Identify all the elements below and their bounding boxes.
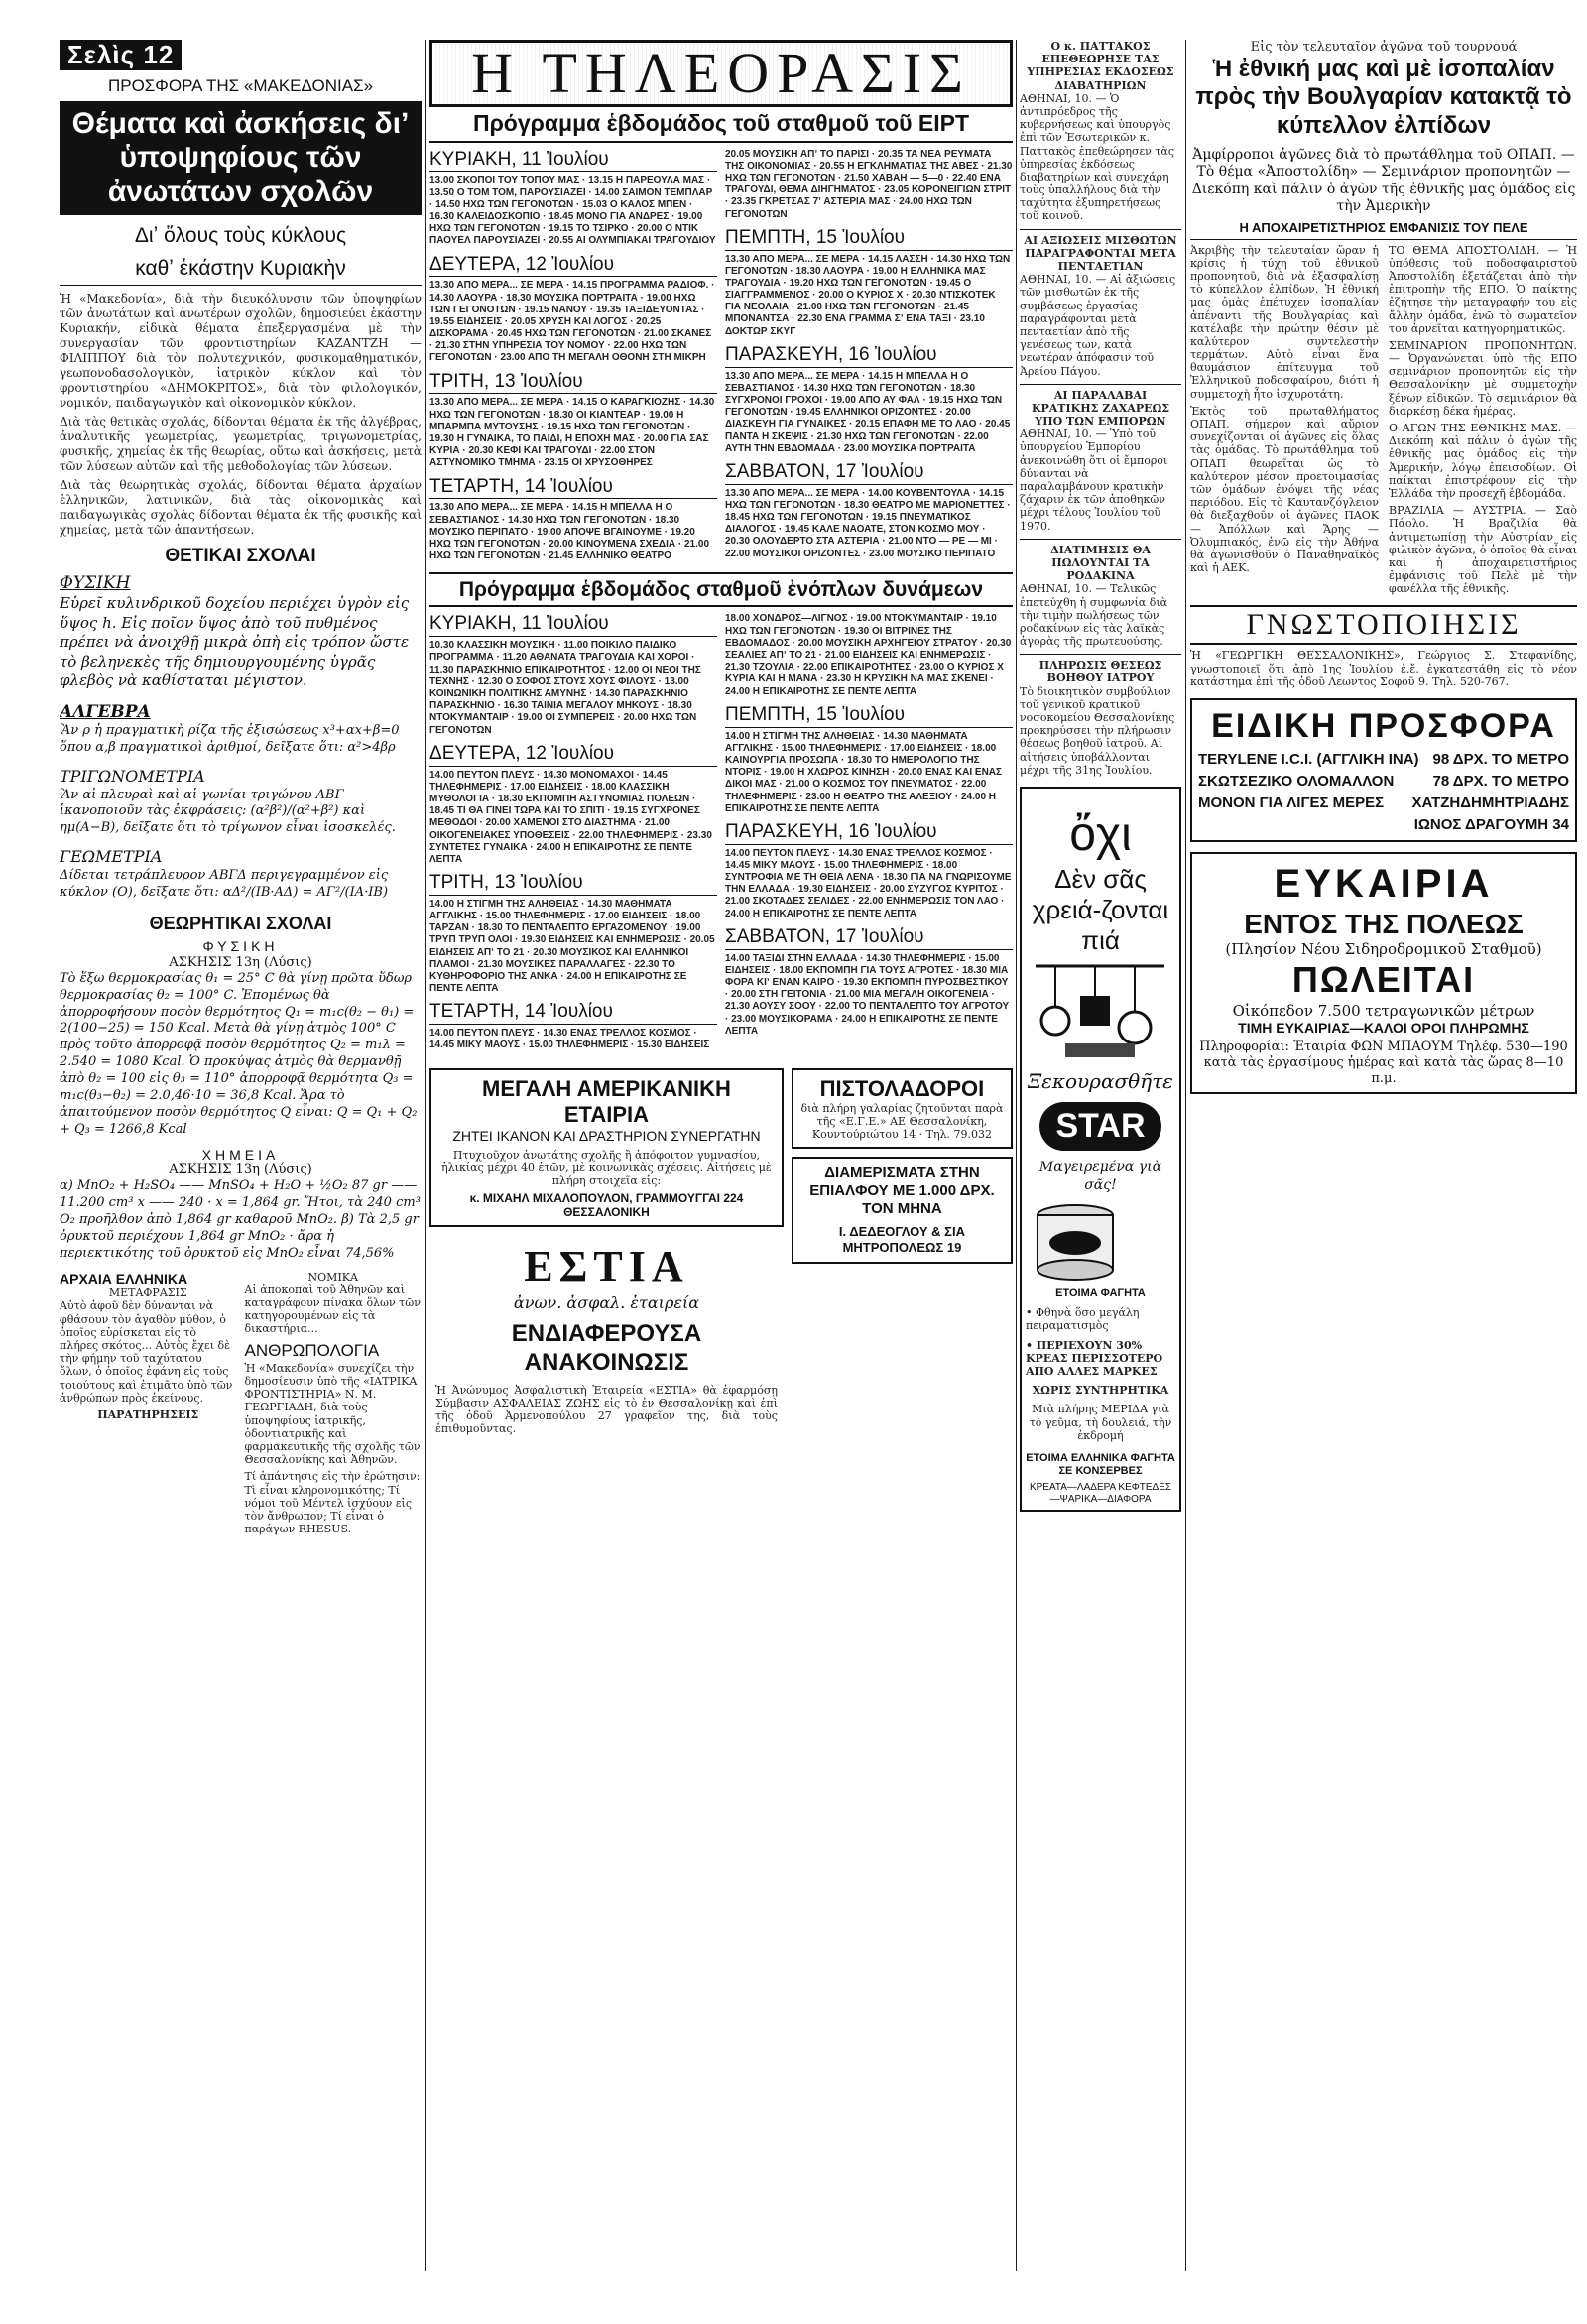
program-list: 13.30 ΑΠΟ ΜΕΡΑ... ΣΕ ΜΕΡΑ · 14.15 Η ΜΠΕΛΛΑ Η Ο ΣΕΒΑΣΤΙΑΝΟΣ · 14.30 ΗΧΩ ΤΩΝ ΓΕΓΟΝΟΤΩΝ · 18.30 ΜΟΥΣΙΚΟ ΠΕΡΙΠΑΤΟ · 19.00 ΑΠΟΨΕ ΒΓΑΙΝΟΥΜΕ · 19.20 ΗΧΩ ΤΩΝ ΓΕΓΟΝΟΤΩΝ · 20.00 ΚΙΝΟΥΜΕΝΑ ΣΧΕΔΙΑ · 21.00 ΗΧΩ ΤΩΝ ΓΕΓΟΝΟΤΩΝ · 21.45 ΕΛΛΗΝΙΚΟ ΘΕΑΤΡΟ [429, 502, 710, 562]
program-list: 13.30 ΑΠΟ ΜΕΡΑ... ΣΕ ΜΕΡΑ · 14.15 ΠΡΟΓΡΑΜΜΑ ΡΑΔΙΟΦ. · 14.30 ΛΑΟΥΡΑ · 18.30 ΜΟΥΣΙΚΑ ΠΟΡΤΡΑΙΤΑ · 19.00 ΗΧΩ ΤΩΝ ΓΕΓΟΝΟΤΩΝ · 19.15 ΝΑΝΟΥ · 19.35 ΤΑΞΙΔΕΥΟΝΤΑΣ · 19.55 ΕΙΔΗΣΕΙΣ · 20.05 ΧΡΥΣΗ ΚΑΙ ΛΟΓΟΣ · 20.25 ΔΙΣΚΟΡΑΜΑ · 20.45 ΗΧΩ ΤΩΝ ΓΕΓΟΝΟΤΩΝ · 21.00 ΣΚΑΝΕΣ · 21.30 ΣΤΗΝ ΥΠΗΡΕΣΙΑ ΤΟΥ ΝΟΜΟΥ · 22.00 ΗΧΩ ΤΩΝ ΓΕΓΟΝΟΤΩΝ · 23.00 ΑΠΟ ΤΗ ΜΕΓΑΛΗ ΟΘΟΝΗ ΣΤΗ ΜΙΚΡΗ [429, 280, 715, 364]
oxi-headline: ὄχι [1069, 807, 1132, 861]
program-list: 20.05 ΜΟΥΣΙΚΗ ΑΠʼ ΤΟ ΠΑΡΙΣΙ · 20.35 ΤΑ ΝΕΑ ΡΕΥΜΑΤΑ ΤΗΣ ΟΙΚΟΝΟΜΙΑΣ · 20.55 Η ΕΓΚΛΗΜΑΤΙΑΣ ΤΗΣ ΑΒΕΣ · 21.30 ΗΧΩ ΤΩΝ ΓΕΓΟΝΟΤΩΝ · 21.50 ΧΑΒΑΗ — 5—0 · 22.40 ΕΝΑ ΤΡΑΓΟΥΔΙ, ΘΕΜΑ ΔΙΗΓΗΜΑΤΟΣ · 23.05 ΚΟΡΟΝΕΙΓΙΩΝ ΣΤΡΙΤ · 23.35 ΓΚΡΕΤΣΑΣ 7ʼ ΑΣΤΕΡΙΑ ΜΑΣ · 24.00 ΗΧΩ ΤΩΝ ΓΕΓΟΝΟΤΩΝ [725, 148, 1013, 220]
star-ad [1020, 787, 1181, 1512]
day-heading: ΤΕΤΑΡΤΗ, 14 Ἰουλίου [429, 1001, 717, 1025]
day-heading: ΤΕΤΑΡΤΗ, 14 Ἰουλίου [429, 476, 717, 500]
program-list: 14.00 ΠΕΥΤΟΝ ΠΛΕΥΣ · 14.30 ΕΝΑΣ ΤΡΕΛΛΟΣ ΚΟΣΜΟΣ · 14.45 ΜΙΚΥ ΜΑΟΥΣ · 15.00 ΤΗΛΕΦΗΜΕΡΙΣ · 18.00 ΣΥΝΤΡΟΦΙΑ ΜΕ ΤΗ ΘΕΙΑ ΛΕΝΑ · 18.30 ΓΙΑ ΝΑ ΓΝΩΡΙΣΟΥΜΕ ΤΗΝ ΕΛΛΑΔΑ · 19.30 ΕΙΔΗΣΕΙΣ · 20.00 ΣΥΖΥΓΟΣ ΚΥΡΙΤΟΣ · 21.00 ΣΚΟΤΑΔΕΣ ΣΕΛΙΔΕΣ · 22.00 ΕΝΗΜΕΡΩΣΙΣ ΤΟΝ ΛΑΟ · 24.00 Η ΕΠΙΚΑΙΡΟΤΗΣ ΣΕ ΠΕΝΤΕ ΛΕΠΤΑ [725, 847, 1012, 919]
opportunity-title: ΕΥΚΑΙΡΙΑ [1274, 861, 1494, 906]
cycles-subtitle: Διʼ ὅλους τοὺς κύκλους [134, 224, 347, 248]
program-list: 14.00 ΤΑΞΙΔΙ ΣΤΗΝ ΕΛΛΑΔΑ · 14.30 ΤΗΛΕΦΗΜΕΡΙΣ · 15.00 ΕΙΔΗΣΕΙΣ · 18.00 ΕΚΠΟΜΠΗ ΓΙΑ ΤΟΥΣ ΑΓΡΟΤΕΣ · 18.30 ΜΙΑ ΦΟΡΑ ΚΙʼ ΕΝΑΝ ΚΑΙΡΟ · 19.30 ΕΚΠΟΜΠΗ ΠΥΡΟΣΒΕΣΤΙΚΟΥ · 20.00 ΣΤΗ ΓΕΙΤΟΝΙΑ · 21.00 ΜΙΑ ΜΕΓΑΛΗ ΟΙΚΟΓΕΝΕΙΑ · 21.30 ΑΟΥΣΥ ΣΟΟΥ · 22.00 ΤΟ ΠΕΝΤΑΛΕΠΤΟ ΤΟΥ ΑΓΡΟΤΟΥ · 23.00 ΜΟΥΣΙΚΟΡΑΜΑ · 24.00 Η ΕΠΙΚΑΙΡΟΤΗΣ ΣΕ ΠΕΝΤΕ ΛΕΠΤΑ [725, 952, 1010, 1037]
sports-article [1190, 244, 1577, 596]
cooked-slogan: Μαγειρεμένα γιὰ σᾶς! [1038, 1160, 1162, 1194]
article-heading: ΔΙΑΤΙΜΗΣΙΣ ΘΑ ΠΩΛΟΥΝΤΑΙ ΤΑ ΡΟΔΑΚΙΝΑ [1020, 539, 1181, 583]
program-list: 14.00 Η ΣΤΙΓΜΗ ΤΗΣ ΑΛΗΘΕΙΑΣ · 14.30 ΜΑΘΗΜΑΤΑ ΑΓΓΛΙΚΗΣ · 15.00 ΤΗΛΕΦΗΜΕΡΙΣ · 17.00 ΕΙΔΗΣΕΙΣ · 18.00 ΚΑΙΝΟΥΡΓΙΑ ΠΡΟΣΩΠΑ · 18.30 ΤΟ ΗΜΕΡΟΛΟΓΙΟ ΤΗΣ ΝΤΟΡΙΣ · 19.00 Η ΧΛΩΡΟΣ ΚΙΝΗΣΗ · 20.00 ΕΝΑΣ ΚΑΙ ΕΝΑΣ ΔΙΚΟΙ ΜΑΣ · 21.00 Ο ΚΟΣΜΟΣ ΤΟΥ ΠΝΕΥΜΑΤΟΣ · 22.00 ΤΗΛΕΦΗΜΕΡΙΣ · 23.00 Η ΘΕΑΤΡΟ ΤΗΣ ΑΛΕΞΙΟΥ · 24.00 Η ΕΠΙΚΑΙΡΟΤΗΣ ΣΕ ΠΕΝΤΕ ΛΕΠΤΑ [725, 730, 1003, 814]
day-heading: ΔΕΥΤΕΡΑ, 12 Ἰουλίου [429, 743, 717, 767]
anthropology-heading: ΑΝΘΡΩΠΟΛΟΓΙΑ [244, 1341, 380, 1361]
article-text: ΑΘΗΝΑΙ, 10. — Ὁ ἀντιπρόεδρος τῆς κυβερνήσεως καὶ ὑπουργὸς ἐπὶ τῶν Ἐσωτερικῶν κ. Παττακὸς ἐπεθεώρησεν τὰς ὑπηρεσίας ἐκδόσεως διαβατηρίων καὶ συνεχάρη τοὺς ὑπαλλήλους διὰ τὴν ταχύτητα ἐξυπηρετήσεως τοῦ κοινοῦ. [1020, 91, 1175, 223]
article-paragraph: Ἐκτὸς τοῦ πρωταθλήματος ΟΠΑΠ, σήμερον καὶ αὔριον συνεχίζονται οἱ ἀγῶνες εἰς ὅλας τὰς ὁμάδας. Τὸ πρωτάθλημα τοῦ ΟΠΑΠ θεωρεῖται ὡς τὸ καλύτερον μέσον προετοιμασίας τῶν ὁμάδων ἐνόψει τῆς νέας περιόδου. Εἰς τὸ Καυτανζόγλειον θὰ διεξαχθοῦν οἱ ἀγῶνες ΠΑΟΚ — Ἀπόλλων καὶ Ἄρης — Ὀλυμπιακός, ἐνῶ εἰς τὴν Ἀθήνα θὰ ἀγωνισθοῦν ὁ Παναθηναϊκὸς καὶ ἡ ΑΕΚ. [1190, 404, 1379, 575]
column-rule [1185, 40, 1186, 2271]
article-text: ΑΘΗΝΑΙ, 10. — Ὑπὸ τοῦ ὑπουργείου Ἐμπορίου ἀνεκοινώθη ὅτι οἱ ἔμποροι δύνανται νὰ παραλαμβάνουν κρατικὴν ζάχαριν ἐκ τῶν ἀποθηκῶν μέχρι τέλους Ἰουλίου τοῦ 1970. [1020, 428, 1168, 533]
day-heading: ΠΕΜΠΤΗ, 15 Ἰουλίου [725, 704, 1013, 728]
offer-price: 98 ΔΡΧ. ΤΟ ΜΕΤΡΟ [1432, 750, 1569, 768]
hestia-subtitle: ἀνων. ἀσφαλ. ἑταιρεία [513, 1293, 700, 1313]
column-rule [425, 40, 426, 2271]
pistol-text: διὰ πλήρη γαλαρίας ζητοῦνται παρὰ τῆς «Ε.Γ.Ε.» ΑΕ Θεσσαλονίκη, Κουντούριώτου 14 · Τηλ. 79.032 [800, 1101, 1004, 1142]
day-heading: ΔΕΥΤΕΡΑ, 12 Ἰουλίου [429, 254, 717, 278]
translation-label: ΜΕΤΑΦΡΑΣΙΣ [108, 1286, 187, 1300]
positive-schools-heading: ΘΕΤΙΚΑΙ ΣΧΟΛΑΙ [165, 546, 316, 567]
column-rule [1016, 40, 1017, 2271]
tv-masthead: Η ΤΗΛΕΟΡΑΣΙΣ [429, 40, 1013, 107]
day-heading: ΤΡΙΤΗ, 13 Ἰουλίου [429, 371, 717, 395]
store-name: ΧΑΤΖΗΔΗΜΗΤΡΙΑΔΗΣ [1411, 794, 1569, 811]
article-paragraph: Ἀκριβὴς τὴν τελευταίαν ὥραν ἡ κρίσις ἡ τύχη τοῦ ἐθνικοῦ προπονητοῦ, διὰ νὰ ἐξασφαλίσῃ τὸ κύπελλον ἐλπίδων. Ἡ ἐθνική μας ὁμὰς ἐπέτυχεν ἰσοπαλίαν ἀπέναντι τῆς Βουλγαρίας καὶ κατέλαβε τὴν πρώτην θέσιν μὲ καλύτερον συντελεστὴν τερμάτων. Αὐτὸ εἶναι ἕνα θαυμάσιον ἐπίτευγμα τοῦ Ἑλληνικοῦ ποδοσφαίρου, διότι ἡ συμμετοχὴ ἦτο ἰσχυροτάτη. [1190, 243, 1379, 401]
sports-headline: Ἡ ἐθνική μας καὶ μὲ ἰσοπαλίαν πρὸς τὴν Βουλγαρίαν κατακτᾷ τὸ κύπελλον ἐλπίδων [1195, 55, 1572, 140]
page-section-tag: Σελὶς 12 [60, 40, 182, 70]
ad-footer-products: ΚΡΕΑΤΑ—ΛΑΔΕΡΑ ΚΕΦΤΕΔΕΣ—ΨΑΡΙΚΑ—ΔΙΑΦΟΡΑ [1029, 1482, 1172, 1506]
algebra-problem: Ἂν ρ ἡ πραγματικὴ ρίζα τῆς ἐξισώσεως x³+αx+β=0 ὅπου α,β πραγματικοὶ ἀριθμοί, δεῖξατε ὅτι: α²>4βρ [60, 722, 400, 755]
program-list: 13.30 ΑΠΟ ΜΕΡΑ... ΣΕ ΜΕΡΑ · 14.00 ΚΟΥΒΕΝΤΟΥΛΑ · 14.15 ΗΧΩ ΤΩΝ ΓΕΓΟΝΟΤΩΝ · 18.30 ΘΕΑΤΡΟ ΜΕ ΜΑΡΙΟΝΕΤΤΕΣ · 18.45 ΗΧΩ ΤΩΝ ΓΕΓΟΝΟΤΩΝ · 19.15 ΠΝΕΥΜΑΤΙΚΟΣ ΔΙΑΛΟΓΟΣ · 19.45 ΚΑΛΕ ΝΑΟΑΤΕ, ΣΤΟΝ ΚΟΣΜΟ ΜΟΥ · 20.30 ΟΛΟΥΔΕΡΤΟ ΣΤΑ ΑΣΤΕΡΙΑ · 21.00 ΝΤΟ — ΡΕ — ΜΙ · 22.00 ΜΟΥΣΙΚΟΙ ΟΡΙΖΟΝΤΕΣ · 23.00 ΜΟΥΣΙΚΟ ΠΕΡΙΠΑΤΟ [725, 487, 1011, 559]
canned-food-illustration [1026, 1195, 1174, 1284]
for-sale: ΠΩΛΕΙΤΑΙ [1291, 959, 1476, 1001]
program-list: 14.00 Η ΣΤΙΓΜΗ ΤΗΣ ΑΛΗΘΕΙΑΣ · 14.30 ΜΑΘΗΜΑΤΑ ΑΓΓΛΙΚΗΣ · 15.00 ΤΗΛΕΦΗΜΕΡΙΣ · 17.00 ΕΙΔΗΣΕΙΣ · 18.00 ΤΑΡΖΑΝ · 18.30 ΤΟ ΠΕΝΤΑΛΕΠΤΟ ΕΡΓΑΖΟΜΕΝΟΥ · 19.00 ΤΡΥΠ ΤΡΥΠ ΟΛΟΙ · 19.30 ΕΙΔΗΣΕΙΣ ΚΑΙ ΕΝΗΜΕΡΩΣΙΣ · 20.05 ΕΙΔΗΣΕΙΣ ΑΠʼ ΤΟ 21 · 20.30 ΜΟΥΣΙΚΟΣ ΚΑΙ ΕΛΛΗΝΙΚΟΙ ΠΛΑΜΟΙ · 21.30 ΜΟΥΣΙΚΕΣ ΠΑΡΑΛΛΑΓΕΣ · 22.30 ΤΟ ΚΥΘΗΡΟΦΟΡΙΟ ΤΗΣ ΑΝΚΑ · 24.00 Η ΕΠΙΚΑΙΡΟΤΗΣ ΣΕ ΠΕΝΤΕ ΛΕΠΤΑ [429, 898, 715, 995]
article-text: ΑΘΗΝΑΙ, 10. — Αἱ ἀξιώσεις τῶν μισθωτῶν ἐκ τῆς συμβάσεως ἐργασίας παραγράφονται μετὰ πενταετίαν ἀπὸ τῆς γενέσεως των, κατὰ νεωτέραν ἀπόφασιν τοῦ Ἀρείου Πάγου. [1020, 273, 1176, 378]
program-list: 18.00 ΧΟΝΔΡΟΣ—ΛΙΓΝΟΣ · 19.00 ΝΤΟΚΥΜΑΝΤΑΙΡ · 19.10 ΗΧΩ ΤΩΝ ΓΕΓΟΝΟΤΩΝ · 19.30 ΟΙ ΒΙΤΡΙΝΕΣ ΤΗΣ ΕΒΔΟΜΑΔΟΣ · 20.00 ΜΟΥΣΙΚΗ ΑΡΧΗΓΕΙΟΥ ΣΤΡΑΤΟΥ · 20.30 ΣΕΑΛΙΕΣ ΑΠʼ ΤΟ 21 · 21.00 ΕΙΔΗΣΕΙΣ ΚΑΙ ΕΝΗΜΕΡΩΣΙΣ · 21.30 ΤΖΟΥΛΙΑ · 22.00 ΕΠΙΚΑΙΡΟΤΗΤΕΣ · 23.00 Ο ΚΥΡΙΟΣ Χ ΚΥΡΙΑ ΚΑΙ Η ΜΑΝΑ · 23.30 Η ΚΡΥΣΙΚΗ ΝΑ ΜΑΣ ΣΚΕΝΕΙ · 24.00 Η ΕΠΙΚΑΙΡΟΤΗΣ ΣΕ ΠΕΝΤΕ ΛΕΠΤΑ [725, 613, 1012, 697]
program-list: 14.00 ΠΕΥΤΟΝ ΠΛΕΥΣ · 14.30 ΕΝΑΣ ΤΡΕΛΛΟΣ ΚΟΣΜΟΣ · 14.45 ΜΙΚΥ ΜΑΟΥΣ · 15.00 ΤΗΛΕΦΗΜΕΡΙΣ · 15.30 ΕΙΔΗΣΕΙΣ [429, 1028, 710, 1051]
article-heading: ΑΙ ΑΞΙΩΣΕΙΣ ΜΙΣΘΩΤΩΝ ΠΑΡΑΓΡΑΦΟΝΤΑΙ ΜΕΤΑ ΠΕΝΤΑΕΤΙΑΝ [1020, 229, 1181, 274]
ad-bullet: Μιὰ πλήρης ΜΕΡΙΔΑ γιὰ τὸ γεῦμα, τὴ δουλειά, τὴν ἐκδρομή [1029, 1403, 1172, 1442]
article-text: ΑΘΗΝΑΙ, 10. — Τελικῶς ἐπετεύχθη ἡ συμφωνία διὰ τὴν τιμὴν πωλήσεως τῶν ροδακίνων εἰς τὰς λαϊκὰς ἀγορὰς τῆς πρωτευούσης. [1020, 582, 1168, 649]
tv-column [429, 40, 1013, 2281]
special-offer-ad [1190, 698, 1577, 842]
remarks-heading: ΠΑΡΑΤΗΡΗΣΕΙΣ [97, 1407, 199, 1421]
intro-paragraph: Διὰ τὰς θεωρητικὰς σχολάς, δίδονται θέματα ἀρχαίων ἑλληνικῶν, λατινικῶν, διὰ τὰς οἰκονομικὰς καὶ παιδαγωγικὰς σχολὰς δίδονται θέματα ἐκ τῆς φυσικῆς καὶ χημείας, μετὰ τῶν ἀπαντήσεων. [60, 478, 422, 538]
program-list: 13.30 ΑΠΟ ΜΕΡΑ... ΣΕ ΜΕΡΑ · 14.15 Η ΜΠΕΛΛΑ Η Ο ΣΕΒΑΣΤΙΑΝΟΣ · 14.30 ΗΧΩ ΤΩΝ ΓΕΓΟΝΟΤΩΝ · 18.30 ΣΥΓΧΡΟΝΟΙ ΓΡΟΧΟΙ · 19.00 ΑΠΟ ΑΥ ΦΑΛ · 19.15 ΗΧΩ ΤΩΝ ΓΕΓΟΝΟΤΩΝ · 19.45 ΕΛΛΗΝΙΚΟΙ ΟΡΙΖΟΝΤΕΣ · 20.00 ΔΙΑΣΚΕΥΗ ΓΙΑ ΓΥΝΑΙΚΕΣ · 20.15 ΕΠΑΦΗ ΜΕ ΤΟ ΛΑΟ · 20.45 ΠΑΝΤΑ Η ΣΚΕΨΙΣ · 21.30 ΗΧΩ ΤΩΝ ΓΕΓΟΝΟΤΩΝ · 22.00 ΑΥΤΗ ΤΗΝ ΕΒΔΟΜΑΔΑ · 23.00 ΜΟΥΣΙΚΑ ΠΟΡΤΡΑΙΤΑ [725, 370, 1011, 454]
article-heading: Ο κ. ΠΑΤΤΑΚΟΣ ΕΠΕΘΕΩΡΗΣΕ ΤΑΣ ΥΠΗΡΕΣΙΑΣ ΕΚΔΟΣΕΩΣ ΔΙΑΒΑΤΗΡΙΩΝ [1027, 40, 1174, 92]
day-heading: ΣΑΒΒΑΤΟΝ, 17 Ἰουλίου [725, 926, 1013, 950]
offer-item: ΣΚΩΤΣΕΖΙΚΟ ΟΛΟΜΑΛΛΟΝ [1198, 772, 1395, 790]
algebra-heading: ΑΛΓΕΒΡΑ [60, 701, 151, 722]
hestia-logo: ΕΣΤΙΑ [524, 1242, 689, 1291]
physics2-solution: Τὸ ἕξω θερμοκρασίας θ₁ = 25° C θὰ γίνῃ πρῶτα ὕδωρ θερμοκρασίας θ₂ = 100° C. Ἐπομένως θὰ ἀπορροφήσουν ποσὸν θερμότητος Q₁ = m₁c(θ₂ − θ₁) = 2(100−25) = 150 Kcal. Μετὰ θὰ γίνῃ ἀτμὸς 100° C πρὸς τοῦτο ἀπορροφᾷ ποσὸν θερμότητος Q₂ = m₁λ = 2.540 = 1080 Kcal. Ὁ προκύψας ἀτμὸς θὰ θερμανθῇ ἀπὸ θ₂ = 100 εἰς θ₃ = 110° ἀπορροφᾷ θερμότητα Q₃ = m₁c(θ₃−θ₂) = 2.0,46·10 = 36,8 Kcal. Ἄρα τὸ ἀπαιτούμενον ποσὸν θερμότητος Q εἶναι: Q = Q₁ + Q₂ + Q₃ = 1266,8 Kcal [60, 970, 418, 1137]
within-city: ΕΝΤΟΣ ΤΗΣ ΠΟΛΕΩΣ [1244, 908, 1524, 939]
offer-label: ΠΡΟΣΦΟΡΑ ΤΗΣ «ΜΑΚΕΔΟΝΙΑΣ» [107, 76, 374, 96]
ancient-greek-text: Αὐτὸ ἀφοῦ δὲν δύνανται νὰ φθάσουν τὸν ἀγαθὸν μύθον, ὁ ὁποῖος εὑρίσκεται εἰς τὸ πλήρες σκότος... Αὐτὸς ἔχει δὲ τὴν φήμην τοῦ ταχύτατου ὅλων, ὁ ὁποῖος ἐφάνη εἰς τοὺς τοιούτους καὶ ἐτιμᾶτο ὑπὸ τῶν ἀνθρώπων πρὸς ἐκείνους. [60, 1299, 233, 1405]
physics-problem: Εὑρεῖ κυλινδρικοῦ δοχείου περιέχει ὑγρὸν εἰς ὕψος h. Εἰς ποῖον ὕψος ἀπὸ τοῦ πυθμένος πρέπει νὰ ἀνοιχθῇ μικρὰ ὀπὴ εἰς τρόπον ὥστε τὸ βεληνεκὲς τῆς δημιουργουμένης ὑγρᾶς φλεβὸς νὰ καθίσταται μέγιστον. [60, 594, 410, 690]
program-list: 13.30 ΑΠΟ ΜΕΡΑ... ΣΕ ΜΕΡΑ · 14.15 ΛΑΣΣΗ · 14.30 ΗΧΩ ΤΩΝ ΓΕΓΟΝΟΤΩΝ · 18.30 ΛΑΟΥΡΑ · 19.00 Η ΕΛΛΗΝΙΚΑ ΜΑΣ ΤΡΑΓΟΥΔΙΑ · 19.20 ΗΧΩ ΤΩΝ ΓΕΓΟΝΟΤΩΝ · 19.45 Ο ΣΙΑΓΓΡΑΜΜΕΝΟΣ · 20.00 Ο ΚΥΡΙΟΣ Χ · 20.30 ΝΤΙΣΚΟΤΕΚ ΓΙΑ ΝΕΟΛΑΙΑ · 21.00 ΗΧΩ ΤΩΝ ΓΕΓΟΝΟΤΩΝ · 21.45 ΜΠΟΝΑΝΤΣΑ · 22.30 ΕΝΑ ΓΡΑΜΜΑ Σʼ ΕΝΑ ΤΑΞΙ · 23.10 ΔΟΚΤΩΡ ΣΚΥΓ [725, 253, 1011, 337]
day-heading: ΠΑΡΑΣΚΕΥΗ, 16 Ἰουλίου [725, 821, 1013, 845]
physics2-heading: ΦΥΣΙΚΗ [202, 938, 279, 955]
ad-title: ΜΕΓΑΛΗ ΑΜΕΡΙΚΑΝΙΚΗ ΕΤΑΙΡΙΑ [482, 1075, 731, 1127]
sports-subheadline: Ἀμφίρροποι ἀγῶνες διὰ τὸ πρωτάθλημα τοῦ ΟΠΑΠ. — Τὸ θέμα «Ἀποστολίδη» — Σεμινάριον προπονητῶν — Διεκόπη καὶ πάλιν ὁ ἀγὼν τῆς ἐθνικῆς μας ὁμάδος εἰς τὴν Ἀμερικὴν [1191, 146, 1576, 215]
geometry-heading: ΓΕΩΜΕΤΡΙΑ [60, 847, 163, 867]
ad-subtitle: ΖΗΤΕΙ ΙΚΑΝΟΝ ΚΑΙ ΔΡΑΣΤΗΡΙΟΝ ΣΥΝΕΡΓΑΤΗΝ [452, 1128, 761, 1145]
day-heading: ΚΥΡΙΑΚΗ, 11 Ἰουλίου [429, 149, 717, 173]
can-label: ΕΤΟΙΜΑ ΦΑΓΗΤΑ [1055, 1287, 1146, 1300]
day-heading: ΠΑΡΑΣΚΕΥΗ, 16 Ἰουλίου [725, 344, 1013, 368]
ad-footer: ΕΤΟΙΜΑ ΕΛΛΗΝΙΚΑ ΦΑΓΗΤΑ ΣΕ ΚΟΝΣΕΡΒΕΣ [1026, 1451, 1175, 1478]
hestia-text: Ἡ Ἀνώνυμος Ἀσφαλιστικὴ Ἑταιρεία «ΕΣΤΙΑ» θὰ ἐφαρμόσῃ Σύμβασιν ΑΣΦΑΛΕΙΑΣ ΖΩΗΣ εἰς τὸ ἐν Θεσσαλονίκῃ καὶ ἐπὶ τῆς ὁδοῦ Ἀρμενοπούλου 27 γραφεῖον της, διὰ τοὺς ἐπιθυμοῦντας. [435, 1383, 778, 1436]
day-heading: ΣΑΒΒΑΤΟΝ, 17 Ἰουλίου [725, 461, 1013, 485]
article-heading: ΠΛΗΡΩΣΙΣ ΘΕΣΕΩΣ ΒΟΗΘΟΥ ΙΑΤΡΟΥ [1020, 654, 1181, 684]
physics-heading: ΦΥΣΙΚΗ [60, 573, 131, 594]
offer-price: 78 ΔΡΧ. ΤΟ ΜΕΤΡΟ [1432, 772, 1569, 790]
anthropology-text: Ἡ «Μακεδονία» συνεχίζει τὴν δημοσίευσιν ὑπὸ τῆς «ΙΑΤΡΙΚΑ ΦΡΟΝΤΙΣΤΗΡΙΑ» Ν. Μ. ΓΕΩΡΓΙΑΔΗ, διὰ τοὺς ὑποψηφίους ἰατρικῆς, ὀδοντιατρικῆς καὶ φαρμακευτικῆς τῆς σχολῆς τῶν Θεσσαλονίκης καὶ Ἀθηνῶν. [244, 1361, 421, 1467]
american-company-ad [429, 1068, 784, 1228]
exam-column [60, 40, 422, 2281]
land-sale-ad [1190, 852, 1577, 1094]
ancient-greek-heading: ΑΡΧΑΙΑ ΕΛΛΗΝΙΚΑ [60, 1270, 188, 1286]
hestia-heading: ΕΝΔΙΑΦΕΡΟΥΣΑ ΑΝΑΚΟΙΝΩΣΙΣ [511, 1320, 702, 1376]
announcement-heading: ΓΝΩΣΤΟΠΟΙΗΣΙΣ [1190, 605, 1577, 645]
legal-text: Αἱ ἀποκοπαὶ τοῦ Ἀθηνῶν καὶ καταγράφουν πίνακα ὅλων τῶν κατηγορουμένων εἰς τὰ δικαστήρια... [244, 1283, 421, 1336]
pistol-title: ΠΙΣΤΟΛΑΔΟΡΟΙ [819, 1075, 985, 1101]
geometry-problem: Δίδεται τετράπλευρον ΑΒΓΔ περιγεγραμμένον εἰς κύκλον (Ο), δεῖξατε ὅτι: αΔ²/(ΙΒ·ΑΔ) = ΑΓ²/(ΙΑ·ΙΒ) [60, 867, 389, 900]
special-offer-title: ΕΙΔΙΚΗ ΠΡΟΣΦΟΡΑ [1211, 707, 1556, 746]
sports-kicker: Εἰς τὸν τελευταῖον ἀγῶνα τοῦ τουρνουά [1250, 40, 1518, 55]
day-heading: ΠΕΜΠΤΗ, 15 Ἰουλίου [725, 227, 1013, 251]
intro-paragraph: Ἡ «Μακεδονία», διὰ τὴν διευκόλυνσιν τῶν ὑποψηφίων τῶν ἀνωτάτων καὶ ἀνωτέρων σχολῶν, δημοσιεύει ἑκάστην Κυριακήν, εἰδικὰ θέματα ἐπεξεργασμένα μὲ τὴν συνεργασίαν τῶν φροντιστηρίων ΚΑΖΑΝΤΖΗ — ΦΙΛΙΠΠΟΥ διὰ τὸν πολυτεχνικόν, φυσικομαθηματικόν, γεωπονοδασολογικὸν, ἰατρικὸν κύκλον καὶ τὸν φροντιστηρίου «ΔΗΜΟΚΡΙΤΟΣ», διὰ τὸν φιλολογικόν, νομικόν, παιδαγωγικὸν καὶ οἰκονομικὸν κύκλον. [60, 292, 422, 411]
apartments-ad [792, 1157, 1013, 1263]
offer-note: ΜΟΝΟΝ ΓΙΑ ΛΙΓΕΣ ΜΕΡΕΣ [1198, 794, 1385, 811]
chemistry-heading: ΧΗΜΕΙΑ [201, 1146, 280, 1162]
plot-size: Οἰκόπεδον 7.500 τετραγωνικῶν μέτρων [1232, 1001, 1535, 1020]
cooking-pots-illustration [1026, 956, 1174, 1065]
ad-text: Πτυχιοῦχον ἀνωτάτης σχολῆς ἢ ἀπόφοιτον γυμνασίου, ἡλικίας μέχρι 40 ἐτῶν, μὲ κοινωνικὰς σχέσεις. Αἰτήσεις μὲ πλήρη στοιχεῖα εἰς: [441, 1149, 772, 1188]
intro-paragraph: Διὰ τὰς θετικὰς σχολάς, δίδονται θέματα ἐκ τῆς ἀλγέβρας, ἀναλυτικῆς γεωμετρίας, γεωμετρίας, τριγωνομετρίας, φυσικῆς, χημείας ἐκ τῆς θεωρίας, οὕτω καὶ ἀσκήσεις, μετὰ τῶν λύσεων αὐτῶν καὶ τῆς μεθοδολογίας τῶν λύσεων. [60, 415, 422, 474]
ad-bullet: • ΠΕΡΙΕΧΟΥΝ 30% ΚΡΕΑΣ ΠΕΡΙΣΣΟΤΕΡΟ ΑΠΟ ΑΛΛΕΣ ΜΑΡΚΕΣ [1026, 1338, 1163, 1378]
program-list: 13.00 ΣΚΟΠΟΙ ΤΟΥ ΤΟΠΟΥ ΜΑΣ · 13.15 Η ΠΑΡΕΟΥΛΑ ΜΑΣ · 13.50 Ο ΤΟΜ ΤΟΜ, ΠΑΡΟΥΣΙΑΖΕΙ · 14.00 ΣΑΙΜΟΝ ΤΕΜΠΛΑΡ · 14.50 ΗΧΩ ΤΩΝ ΓΕΓΟΝΟΤΩΝ · 15.03 Ο ΚΑΛΟΣ ΜΠΕΝ · 16.30 ΚΑΛΕΙΔΟΣΚΟΠΙΟ · 18.45 ΜΟΝΟ ΓΙΑ ΑΝΔΡΕΣ · 19.00 ΗΧΩ ΤΩΝ ΓΕΓΟΝΟΤΩΝ · 19.15 ΤΟ ΤΣΙΡΚΟ · 20.00 Ο ΝΤΙΚ ΠΑΟΥΕΛ ΠΑΡΟΥΣΙΑΖΕΙ · 20.55 ΑΙ ΟΛΥΜΠΙΑΚΑΙ ΤΡΑΓΟΥΔΙΟΥ [429, 175, 716, 247]
trig-heading: ΤΡΙΓΩΝΟΜΕΤΡΙΑ [60, 766, 205, 786]
program-list: 13.30 ΑΠΟ ΜΕΡΑ... ΣΕ ΜΕΡΑ · 14.15 Ο ΚΑΡΑΓΚΙΟΖΗΣ · 14.30 ΗΧΩ ΤΩΝ ΓΕΓΟΝΟΤΩΝ · 18.30 ΟΙ ΚΙΑΝΤΕΑΡ · 19.00 Η ΜΠΑΡΜΠΑ ΜΥΤΟΥΣΗΣ · 19.15 ΗΧΩ ΤΩΝ ΓΕΓΟΝΟΤΩΝ · 19.30 Η ΓΥΝΑΙΚΑ, ΤΟ ΠΑΙΔΙ, Η ΕΠΟΧΗ ΜΑΣ · 20.00 ΓΙΑ ΣΑΣ ΚΥΡΙΑ · 20.30 ΚΕΦΙ ΚΑΙ ΤΡΑΓΟΥΔΙ · 22.00 ΣΤΟΝ ΑΣΤΥΝΟΜΙΚΟ ΤΜΗΜΑ · 23.15 ΟΙ ΧΡΥΣΟΘΗΡΕΣ [429, 397, 715, 469]
article-heading: ΑΙ ΠΑΡΑΛΑΒΑΙ ΚΡΑΤΙΚΗΣ ΖΑΧΑΡΕΩΣ ΥΠΟ ΤΩΝ ΕΜΠΟΡΩΝ [1020, 384, 1181, 428]
theoretical-schools-heading: ΘΕΩΡΗΤΙΚΑΙ ΣΧΟΛΑΙ [149, 913, 332, 933]
article-paragraph: ΣΕΜΙΝΑΡΙΟΝ ΠΡΟΠΟΝΗΤΩΝ. — Ὀργανώνεται ὑπὸ τῆς ΕΠΟ σεμινάριον προπονητῶν εἰς τὴν Θεσσαλονίκην μὲ συμμετοχὴν ξένων εἰδικῶν. Τὸ σεμινάριον θὰ διαρκέσῃ δέκα ἡμέρας. [1389, 338, 1577, 418]
price-terms: ΤΙΜΗ ΕΥΚΑΙΡΙΑΣ—ΚΑΛΟΙ ΟΡΟΙ ΠΛΗΡΩΜΗΣ [1238, 1019, 1529, 1036]
apartments-contact: Ι. ΔΕΔΕΟΓΛΟΥ & ΣΙΑ ΜΗΤΡΟΠΟΛΕΩΣ 19 [838, 1224, 965, 1256]
rest-slogan: Ξεκουρασθῆτε [1028, 1069, 1173, 1094]
article-paragraph: ΤΟ ΘΕΜΑ ΑΠΟΣΤΟΛΙΔΗ. — Ἡ ὑπόθεσις τοῦ ποδοσφαιριστοῦ Ἀποστολίδη ἐξετάζεται ἀπὸ τὴν ἐπιτροπὴν τῆς ΕΠΟ. Ὁ παίκτης ἐζήτησε τὴν μεταγραφήν του εἰς ἄλλην ὁμάδα, ἐνῶ τὸ σωματεῖον του ἀρνεῖται κατηγορηματικῶς. [1389, 243, 1577, 335]
physics2-subheading: ΑΣΚΗΣΙΣ 13η (Λύσις) [169, 955, 312, 971]
apartments-title: ΔΙΑΜΕΡΙΣΜΑΤΑ ΣΤΗΝ ΕΠΙΑΛΦΟΥ ΜΕ 1.000 ΔΡΧ. ΤΟΝ ΜΗΝΑ [809, 1164, 995, 1218]
legal-heading: ΝΟΜΙΚΑ [307, 1270, 358, 1284]
day-heading: ΚΥΡΙΑΚΗ, 11 Ἰουλίου [429, 613, 717, 637]
exam-headline: Θέματα καὶ ἀσκήσεις διʼ ὑποψηφίους τῶν ἀνωτάτων σχολῶν [60, 101, 422, 216]
sunday-subtitle: καθʼ ἑκάστην Κυριακὴν [60, 256, 422, 286]
eirt-heading: Πρόγραμμα ἑβδομάδος τοῦ σταθμοῦ τοῦ ΕΙΡΤ [429, 107, 1013, 143]
trig-problem: Ἂν αἱ πλευραὶ καὶ αἱ γωνίαι τριγώνου ΑΒΓ ἱκανοποιοῦν τὰς ἐκφράσεις: (α²β²)/(α²+β²) καὶ ημ(Α−Β), δεῖξατε ὅτι τὸ τρίγωνον εἶναι ἰσοσκελές. [60, 787, 396, 836]
article-paragraph: ΒΡΑΖΙΛΙΑ — ΑΥΣΤΡΙΑ. — Σαὸ Πάολο. Ἡ Βραζιλία θὰ ἀντιμετωπίσῃ τὴν Αὐστρίαν εἰς φιλικὸν ἀγῶνα, ὁ ὁποῖος θὰ εἶναι καὶ ἡ ἀποχαιρετιστήριος ἐμφάνισις τοῦ Πελὲ μὲ τὴν φανέλλα τῆς ἐθνικῆς. [1389, 504, 1577, 596]
chemistry-subheading: ΑΣΚΗΣΙΣ 13η (Λύσις) [169, 1162, 312, 1178]
offer-item: TERYLENE I.C.I. (ΑΓΓΛΙΚΗ ΙΝΑ) [1198, 750, 1419, 768]
program-list: 10.30 ΚΛΑΣΣΙΚΗ ΜΟΥΣΙΚΗ · 11.00 ΠΟΙΚΙΛΟ ΠΑΙΔΙΚΟ ΠΡΟΓΡΑΜΜΑ · 11.20 ΑΘΑΝΑΤΑ ΤΡΑΓΟΥΔΙΑ ΚΑΙ ΧΟΡΟΙ · 11.30 ΠΑΡΑΣΚΗΝΙΟ ΕΠΙΚΑΙΡΟΤΗΤΟΣ · 12.00 ΟΙ ΝΕΟΙ ΤΗΣ ΤΕΧΝΗΣ · 12.30 Ο ΣΟΦΟΣ ΣΤΟΥΣ ΧΟΥΣ ΦΙΛΟΥΣ · 13.00 ΚΟΙΝΩΝΙΚΗ ΠΟΛΙΤΙΚΗΣ ΑΜΥΝΗΣ · 14.30 ΠΑΡΑΣΚΗΝΙΟ ΠΑΡΑΣΚΗΝΙΟ · 16.30 ΤΑΙΝΙΑ ΜΕΓΑΛΟΥ ΜΗΚΟΥΣ · 18.30 ΝΤΟΚΥΜΑΝΤΑΙΡ · 19.00 ΟΙ ΣΥΜΠΕΡΕΙΣ · 20.00 ΗΧΩ ΤΩΝ ΓΕΓΟΝΟΤΩΝ [429, 640, 701, 736]
announcement-text: Ἡ «ΓΕΩΡΓΙΚΗ ΘΕΣΣΑΛΟΝΙΚΗΣ», Γεώργιος Σ. Στεφανίδης, γνωστοποιεῖ ὅτι ἀπὸ 1ης Ἰουλίου ἐ.ἔ. ἐγκατεστάθη εἰς τὸ νέον κατάστημα ἐπὶ τῆς ὁδοῦ Λεωντος Σοφοῦ 9. Τηλ. 520-767. [1190, 649, 1577, 688]
article-paragraph: Ο ΑΓΩΝ ΤΗΣ ΕΘΝΙΚΗΣ ΜΑΣ. — Διεκόπη καὶ πάλιν ὁ ἀγὼν τῆς ἐθνικῆς μας ὁμάδος εἰς τὴν Ἀμερικήν, λόγῳ ἐπεισοδίων. Οἱ παίκται ἐπιστρέφουν εἰς τὴν Ἑλλάδα τὴν προσεχῆ ἑβδομάδα. [1389, 422, 1577, 500]
hestia-ad [429, 1235, 784, 1441]
oxi-subheadline: Δὲν σᾶς χρειά-ζονται πιά [1032, 863, 1169, 955]
news-column [1020, 40, 1181, 2281]
program-list: 14.00 ΠΕΥΤΟΝ ΠΛΕΥΣ · 14.30 ΜΟΝΟΜΑΧΟΙ · 14.45 ΤΗΛΕΦΗΜΕΡΙΣ · 17.00 ΕΙΔΗΣΕΙΣ · 18.00 ΚΛΑΣΣΙΚΗ ΜΥΘΟΛΟΓΙΑ · 18.30 ΕΚΠΟΜΠΗ ΑΣΤΥΝΟΜΙΑΣ ΠΟΛΕΩΝ · 18.45 ΤΙ ΘΑ ΓΙΝΕΙ ΤΩΡΑ ΚΑΙ ΤΟ ΣΠΙΤΙ · 19.15 ΣΥΓΧΡΟΝΕΣ ΜΕΘΟΔΟΙ · 20.00 ΧΑΜΕΝΟΙ ΣΤΟ ΔΙΑΣΤΗΜΑ · 21.00 ΟΙΚΟΓΕΝΕΙΑΚΕΣ ΥΠΟΘΕΣΕΙΣ · 22.00 ΤΗΛΕΦΗΜΕΡΙΣ · 23.30 ΣΥΝΤΕΤΕΣ ΓΥΝΑΙΚΑ · 24.00 Η ΕΠΙΚΑΙΡΟΤΗΣ ΣΕ ΠΕΝΤΕ ΛΕΠΤΑ [429, 769, 712, 865]
ad-bullet: • Φθηνὰ ὅσο μεγάλη πειραματισμὸς [1026, 1306, 1140, 1333]
store-address: ΙΩΝΟΣ ΔΡΑΓΟΥΜΗ 34 [1413, 815, 1569, 833]
pele-heading: Η ΑΠΟΧΑΙΡΕΤΙΣΤΗΡΙΟΣ ΕΜΦΑΝΙΣΙΣ ΤΟΥ ΠΕΛΕ [1190, 220, 1577, 240]
star-logo: STAR [1039, 1102, 1160, 1151]
article-text: Τὸ διοικητικὸν συμβούλιον τοῦ γενικοῦ κρατικοῦ νοσοκομείου Θεσσαλονίκης προκηρύσσει τὴν πλήρωσιν θέσεως βοηθοῦ ἰατροῦ. Αἱ αἰτήσεις ὑποβάλλονται μέχρι τῆς 31ης Ἰουλίου. [1020, 684, 1175, 777]
armed-forces-heading: Πρόγραμμα ἑβδομάδος σταθμοῦ ἐνόπλων δυνάμεων [429, 572, 1013, 607]
contact-info: Πληροφορίαι: Ἑταιρία ΦΩΝ ΜΠΑΟΥΜ Τηλέφ. 530—190 κατὰ τὰς ἐργασίμους ἡμέρας καὶ κατὰ τὰς ὥρας 8—10 π.μ. [1199, 1040, 1568, 1086]
anthropology-text: Τί ἀπάντησις εἰς τὴν ἐρώτησιν: Τὶ εἶναι κληρονομικότης; Τί νόμοι τοῦ Μέντελ ἰσχύουν εἰς τὸν ἄνθρωπον; Τί εἶναι ὁ παράγων RHESUS. [244, 1470, 421, 1536]
ad-bullet: ΧΩΡΙΣ ΣΥΝΤΗΡΗΤΙΚΑ [1032, 1384, 1169, 1398]
location-note: (Πλησίον Νέου Σιδηροδρομικοῦ Σταθμοῦ) [1225, 940, 1542, 959]
ad-contact: κ. ΜΙΧΑΗΛ ΜΙΧΑΛΟΠΟΥΛΟΝ, ΓΡΑΜΜΟΥΓΓΑΙ 224 ΘΕΣΣΑΛΟΝΙΚΗ [469, 1190, 744, 1220]
pistol-ad [792, 1068, 1013, 1150]
day-heading: ΤΡΙΤΗ, 13 Ἰουλίου [429, 872, 717, 896]
sports-column [1190, 40, 1577, 2281]
chemistry-solution: α) MnO₂ + H₂SO₄ —— MnSO₄ + H₂O + ½O₂ 87 gr —— 11.200 cm³ x —— 240 · x = 1,864 gr. Ἤτοι, τὰ 240 cm³ O₂ προῆλθον ἀπὸ 1,864 gr καθαροῦ MnO₂. β) Τὰ 2,5 gr ὀρυκτοῦ περιέχουν 1,864 gr MnO₂ · ἄρα ἡ περιεκτικότης τοῦ ὀρυκτοῦ εἰς MnO₂ εἶναι 74,56% [60, 1178, 421, 1261]
